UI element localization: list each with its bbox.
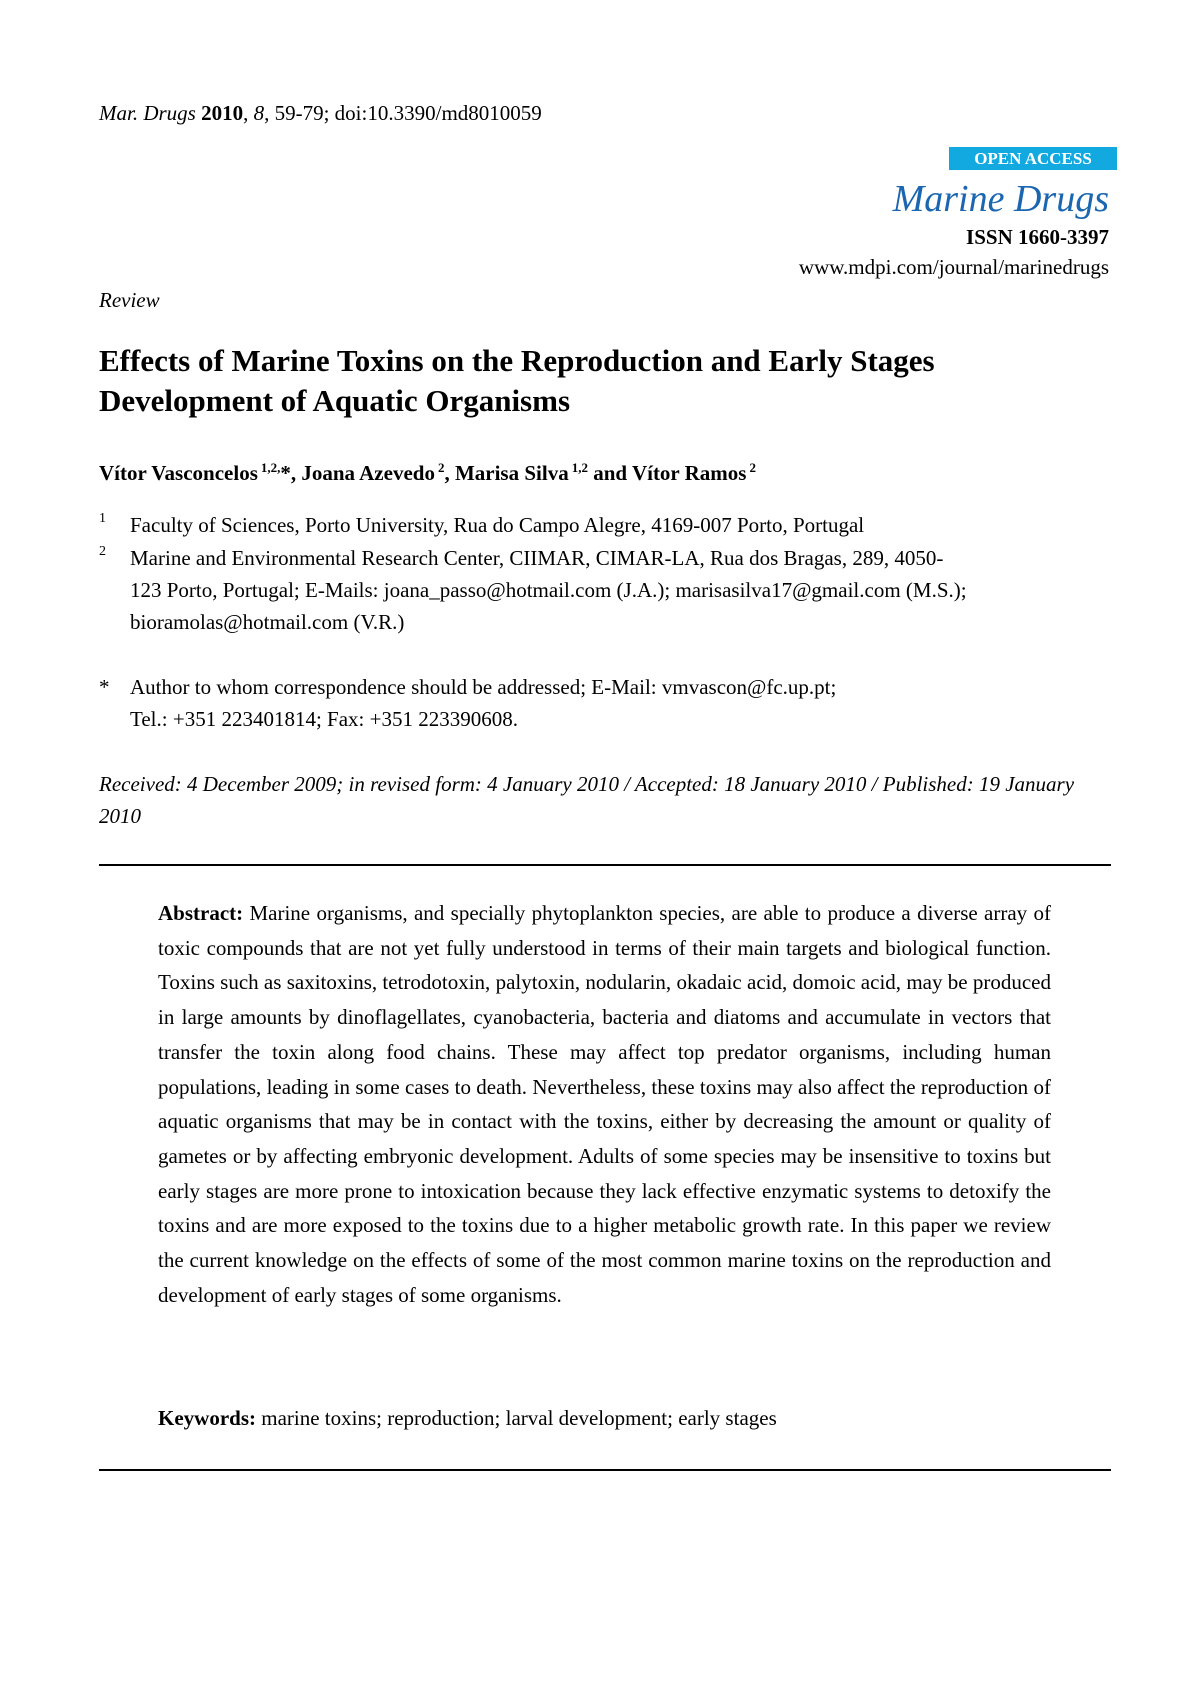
citation-line: Mar. Drugs 2010, 8, 59-79; doi:10.3390/md8010059 <box>99 101 542 125</box>
journal-abbrev: Mar. Drugs <box>99 101 196 125</box>
author-affiliation-mark: 1,2 <box>571 460 588 475</box>
correspondence <box>130 671 1105 735</box>
top-divider <box>99 864 1111 866</box>
author-separator: , <box>444 461 450 485</box>
publication-dates: Received: 4 December 2009; in revised form: 4 January 2010 / Accepted: 18 January 2010 / Published: 19 January 2010 <box>99 772 1075 828</box>
bottom-divider <box>99 1469 1111 1471</box>
citation-volume: 8 <box>253 101 265 125</box>
paper-title: Effects of Marine Toxins on the Reproduction and Early Stages Development of Aquatic Organisms <box>99 343 935 418</box>
keywords-label: Keywords: <box>158 1406 256 1430</box>
open-access-badge: OPEN ACCESS <box>949 147 1117 170</box>
citation-year: 2010 <box>201 101 244 125</box>
author-name: Marisa Silva <box>454 461 569 485</box>
article-type: Review <box>99 288 160 312</box>
author-name: Vítor Vasconcelos <box>99 461 258 485</box>
journal-url[interactable]: www.mdpi.com/journal/marinedrugs <box>798 255 1109 279</box>
citation-pages-doi: , 59-79; doi:10.3390/md8010059 <box>264 101 542 125</box>
affiliation-line: bioramolas@hotmail.com (V.R.) <box>130 610 405 634</box>
affiliation-line: Faculty of Sciences, Porto University, Rua do Campo Alegre, 4169-007 Porto, Portugal <box>130 513 865 537</box>
author-separator: , <box>290 461 297 485</box>
correspondence-mark: * <box>99 675 110 699</box>
author-list <box>99 455 756 486</box>
journal-title: Marine Drugs <box>892 178 1109 220</box>
issn: ISSN 1660-3397 <box>966 225 1109 249</box>
author-affiliation-mark: 1,2, <box>260 460 281 475</box>
affiliation-line: Marine and Environmental Research Center, CIIMAR, CIMAR-LA, Rua dos Bragas, 289, 4050- <box>130 546 944 570</box>
keywords-text: marine toxins; reproduction; larval development; early stages <box>261 1406 777 1430</box>
author-affiliation-mark: 2 <box>437 460 445 475</box>
correspondence-line: Tel.: +351 223401814; Fax: +351 223390608. <box>130 707 518 731</box>
affiliation-mark: 2 <box>99 544 106 559</box>
abstract-label: Abstract: <box>158 901 244 925</box>
author-affiliation-mark: 2 <box>749 460 756 475</box>
author-name: Joana Azevedo <box>301 461 435 485</box>
author-separator: and <box>587 461 628 485</box>
author-name: Vítor Ramos <box>631 461 747 485</box>
affiliation-line: 123 Porto, Portugal; E-Mails: joana_passo@hotmail.com (J.A.); marisasilva17@gmail.com (M.S.); <box>130 578 967 602</box>
corresponding-mark: * <box>280 461 291 485</box>
affiliation-2 <box>130 542 1105 638</box>
affiliation-1 <box>130 509 1105 541</box>
abstract-text: Marine organisms, and specially phytoplankton species, are able to produce a diverse array of toxic compounds that are not yet fully understood in terms of their main targets and biological function. Toxins such as saxitoxins, tetrodotoxin, palytoxin, nodularin, okadaic acid, domoic acid, may be produced in large amounts by dinoflagellates, cyanobacteria, bacteria and diatoms and accumulate in vectors that transfer the toxin along food chains. These may affect top predator organisms, including human populations, leading in some cases to death. Nevertheless, these toxins may also affect the reproduction of aquatic organisms that may be in contact with the toxins, either by decreasing the amount or quality of gametes or by affecting embryonic development. Adults of some species may be insensitive to toxins but early stages are more prone to intoxication because they lack effective enzymatic systems to detoxify the toxins and are more exposed to the toxins due to a higher metabolic growth rate. In this paper we review the current knowledge on the effects of some of the most common marine toxins on the reproduction and development of early stages of some organisms. <box>158 901 1052 1307</box>
correspondence-line: Author to whom correspondence should be addressed; E-Mail: vmvascon@fc.up.pt; <box>130 675 837 699</box>
keywords <box>158 1405 777 1431</box>
abstract <box>158 896 1051 1312</box>
affiliation-mark: 1 <box>99 511 106 526</box>
